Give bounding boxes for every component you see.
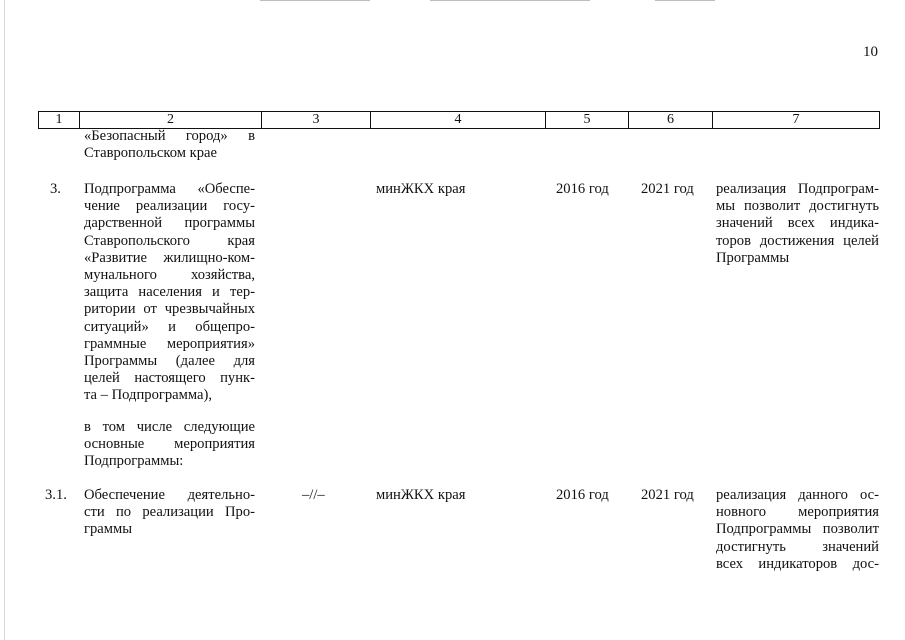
text-line: «Развитие жилищно-ком- (84, 249, 255, 266)
text-line: всех индикаторов дос- (716, 555, 879, 572)
text-line: основные мероприятия (84, 436, 255, 453)
header-col-6: 6 (629, 112, 713, 128)
row-3-end-year: 2021 год (641, 181, 694, 197)
header-col-3: 3 (262, 112, 371, 128)
row-3-1-executor: минЖКХ края (376, 487, 466, 503)
scan-artifact (260, 0, 370, 1)
text-line: та – Подпрограмма), (84, 387, 212, 404)
text-line: ритории от чрезвычайных (84, 301, 255, 318)
header-col-1: 1 (39, 112, 80, 128)
row-3-start-year: 2016 год (556, 181, 609, 197)
text-line: мунального хозяйства, (84, 267, 255, 284)
header-col-5: 5 (546, 112, 629, 128)
scan-artifact (655, 0, 715, 1)
text-line: достигнуть значений (716, 538, 879, 555)
text-line: Программы (716, 249, 790, 266)
text-line: Подпрограммы позволит (716, 521, 879, 538)
text-line: Подпрограмма «Обеспе- (84, 181, 255, 197)
text-line: значений всех индика- (716, 215, 879, 232)
text-line: мы позволит достигнуть (716, 198, 879, 215)
scan-left-edge (4, 0, 5, 640)
text-line: чение реализации госу- (84, 198, 255, 215)
row-3-1-name (84, 487, 255, 539)
row-3-result (716, 181, 879, 267)
text-line: в том числе следующие (84, 419, 255, 435)
header-col-4: 4 (371, 112, 546, 128)
text-line: граммы (84, 521, 133, 538)
text-line: Ставропольского края (84, 232, 255, 249)
text-line: реализация данного ос- (716, 487, 879, 503)
text-line: реализация Подпрограм- (716, 181, 879, 197)
text-line: сти по реализации Про- (84, 504, 255, 521)
row-3-1-end-year: 2021 год (641, 487, 694, 503)
header-col-7: 7 (792, 112, 800, 127)
text-line: ситуаций» и общепро- (84, 318, 255, 335)
text-line: Ставропольском крае (84, 145, 217, 162)
continuation-text (84, 128, 255, 162)
row-3-subheading (84, 419, 255, 471)
page-number: 10 (863, 44, 878, 60)
text-line: «Безопасный город» в (84, 128, 255, 144)
scan-artifact (430, 0, 590, 1)
text-line: целей настоящего пунк- (84, 370, 255, 387)
text-line: дарственной программы (84, 215, 255, 232)
row-3-1-result (716, 487, 879, 573)
row-3-1-number: 3.1. (45, 487, 67, 503)
text-line: Программы (далее для (84, 353, 255, 370)
text-line: граммные мероприятия» (84, 335, 255, 352)
text-line: новного мероприятия (716, 504, 879, 521)
header-col-2: 2 (80, 112, 262, 128)
row-3-1-start-year: 2016 год (556, 487, 609, 503)
row-3-number: 3. (50, 181, 61, 197)
row-3-name (84, 181, 255, 405)
text-line: торов достижения целей (716, 232, 879, 249)
text-line: Обеспечение деятельно- (84, 487, 255, 503)
row-3-1-col3: –//– (302, 487, 325, 503)
row-3-executor: минЖКХ края (376, 181, 466, 197)
text-line: защита населения и тер- (84, 284, 255, 301)
table-header-row (38, 111, 880, 129)
text-line: Подпрограммы: (84, 453, 184, 470)
